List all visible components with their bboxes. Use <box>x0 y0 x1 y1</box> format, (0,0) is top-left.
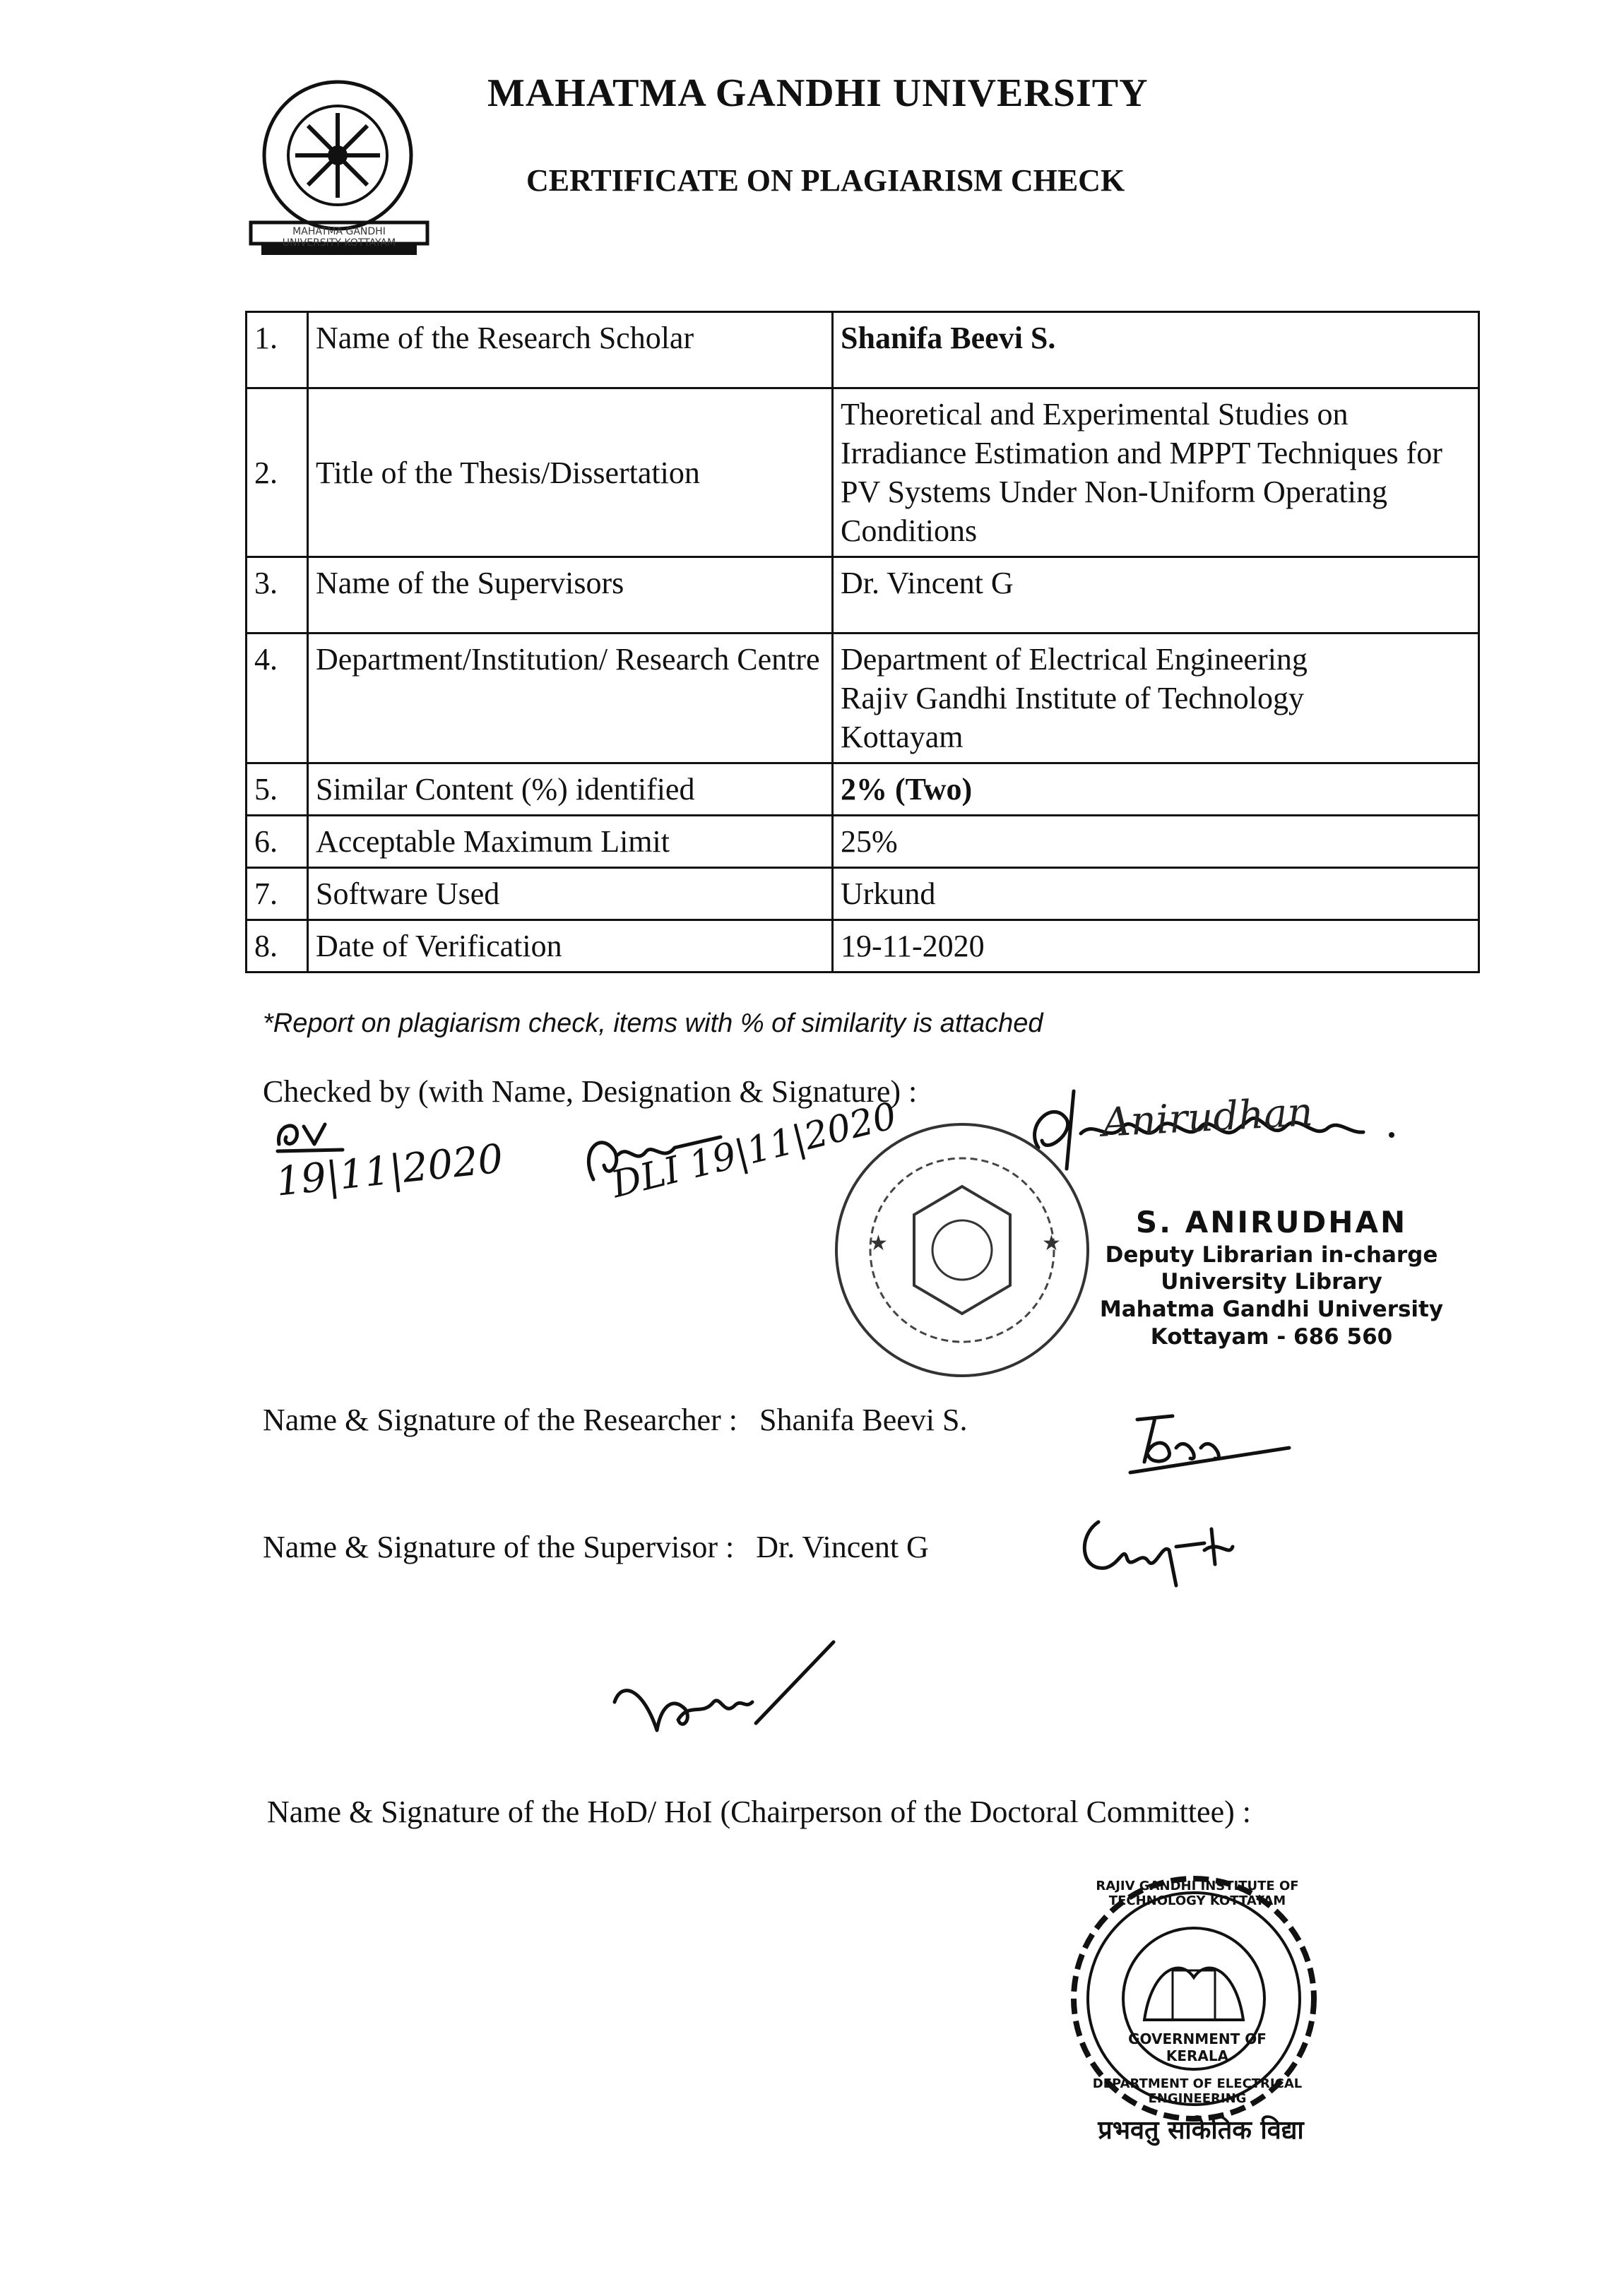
department-value <box>833 634 1479 763</box>
department-line: Department of Electrical Engineering <box>841 642 1308 677</box>
row-number: 4. <box>247 634 308 763</box>
table-row <box>247 388 1479 557</box>
librarian-signature-text: Anirudhan <box>1101 1089 1315 1146</box>
supervisor-label: Name & Signature of the Supervisor : <box>263 1530 735 1564</box>
researcher-line <box>263 1402 967 1438</box>
hod-label: Name & Signature of the HoD/ HoI (Chairperson of the Doctoral Committee) : <box>267 1795 1251 1829</box>
table-row <box>247 312 1479 388</box>
researcher-label: Name & Signature of the Researcher : <box>263 1403 737 1437</box>
row-label: Similar Content (%) identified <box>308 763 833 816</box>
supervisor-value: Dr. Vincent G <box>833 557 1479 634</box>
librarian-stamp <box>1088 1204 1455 1351</box>
stamp-dept: University Library <box>1161 1269 1382 1295</box>
researcher-signature <box>1123 1405 1293 1480</box>
row-label: Acceptable Maximum Limit <box>308 816 833 868</box>
hod-signature <box>600 1638 855 1783</box>
library-round-stamp <box>826 1116 1102 1388</box>
limit-value: 25% <box>833 816 1479 868</box>
university-seal-text: MAHATMA GANDHI UNIVERSITY KOTTAYAM <box>282 226 396 249</box>
software-value: Urkund <box>833 868 1479 920</box>
stamp-designation: Deputy Librarian in-charge <box>1105 1242 1438 1268</box>
report-note: *Report on plagiarism check, items with % of similarity is attached <box>263 1009 1043 1038</box>
table-row <box>247 816 1479 868</box>
row-label: Department/Institution/ Research Centre <box>308 634 833 763</box>
seal-motto: प्रभवतु सांकेतिक विद्या <box>1098 2116 1304 2145</box>
seal-bottom-text: DEPARTMENT OF ELECTRICAL ENGINEERING <box>1092 2076 1303 2106</box>
row-number: 7. <box>247 868 308 920</box>
scholar-name: Shanifa Beevi S. <box>833 312 1479 388</box>
row-label: Name of the Supervisors <box>308 557 833 634</box>
supervisor-signature <box>1070 1508 1240 1596</box>
table-row <box>247 557 1479 634</box>
row-number: 6. <box>247 816 308 868</box>
table-row <box>247 920 1479 972</box>
university-name: MAHATMA GANDHI UNIVERSITY <box>487 71 1149 115</box>
similarity-value: 2% (Two) <box>833 763 1479 816</box>
table-row <box>247 634 1479 763</box>
certificate-title: CERTIFICATE ON PLAGIARISM CHECK <box>526 163 1125 198</box>
handwritten-date-2: DLI 19|11|2020 <box>607 1095 901 1207</box>
stamp-place: Kottayam - 686 560 <box>1150 1324 1393 1350</box>
stamp-institution: Mahatma Gandhi University <box>1099 1297 1444 1322</box>
row-number: 5. <box>247 763 308 816</box>
row-label: Date of Verification <box>308 920 833 972</box>
table-row <box>247 763 1479 816</box>
row-number: 3. <box>247 557 308 634</box>
table-row <box>247 868 1479 920</box>
seal-outer-text: RAJIV GANDHI INSTITUTE OF TECHNOLOGY KOTTAYAM <box>1096 1879 1299 1908</box>
seal-inner-text: GOVERNMENT OF KERALA <box>1128 2030 1267 2064</box>
checked-by-label: Checked by (with Name, Designation & Signature) : <box>263 1074 918 1109</box>
thesis-title: Theoretical and Experimental Studies on Irradiance Estimation and MPPT Techniques for PV Systems Under Non-Uniform Operating Conditions <box>833 388 1479 557</box>
place-line: Kottayam <box>841 720 964 754</box>
row-label: Title of the Thesis/Dissertation <box>308 388 833 557</box>
researcher-name: Shanifa Beevi S. <box>759 1403 968 1437</box>
row-number: 8. <box>247 920 308 972</box>
row-number: 2. <box>247 388 308 557</box>
row-label: Name of the Research Scholar <box>308 312 833 388</box>
supervisor-line <box>263 1529 929 1565</box>
supervisor-name: Dr. Vincent G <box>756 1530 929 1564</box>
details-table <box>245 311 1480 973</box>
row-label: Software Used <box>308 868 833 920</box>
svg-text:★: ★ <box>869 1232 888 1255</box>
svg-text:★: ★ <box>1042 1232 1061 1255</box>
handwritten-date-1: 19|11|2020 <box>273 1136 506 1206</box>
date-value: 19-11-2020 <box>833 920 1479 972</box>
institution-line: Rajiv Gandhi Institute of Technology <box>841 681 1305 715</box>
row-number: 1. <box>247 312 308 388</box>
stamp-name: S. ANIRUDHAN <box>1135 1205 1408 1239</box>
